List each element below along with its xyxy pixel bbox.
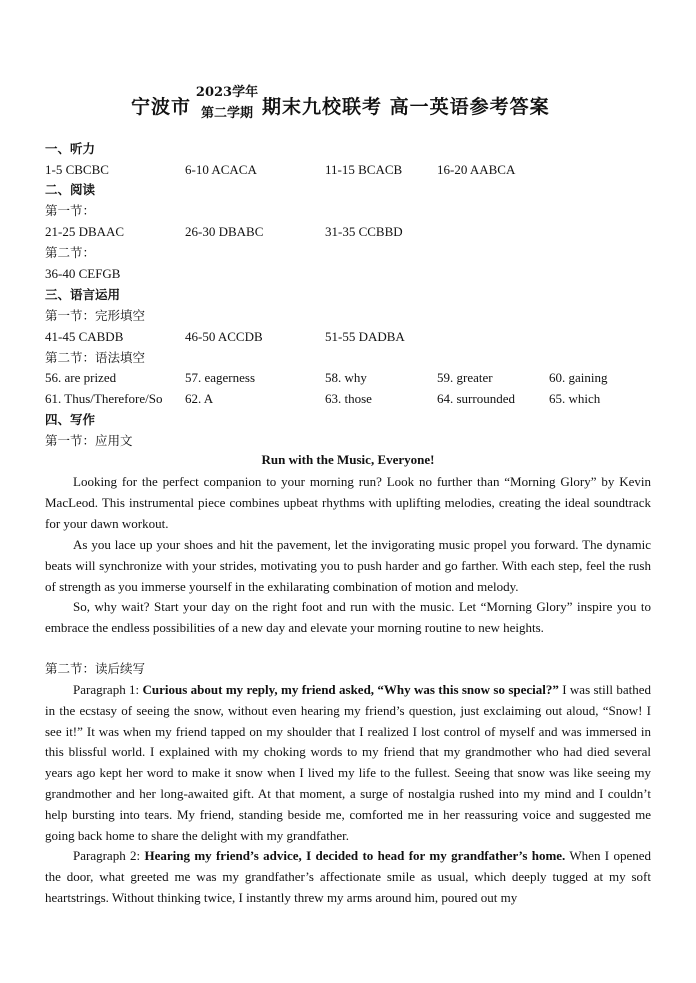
answer-listening-1: 1-5 CBCBC: [45, 162, 109, 177]
title-city: 宁波市: [131, 96, 192, 118]
answer-grammar-58: 58. why: [325, 370, 367, 385]
reading-part2-label: 第二节：: [45, 245, 96, 260]
answer-cloze-3: 51-55 DADBA: [325, 329, 405, 344]
paragraph-1-body: I was still bathed in the ecstasy of seeing the snow, without even hearing my friend’s question, just exclaiming out aloud, “Snow! I see it!” It was when my friend tapped on my shoulder that I realized I lost control of myself and was immersed in this blissful world. I explained with my choking words to my friend that my grandmother who had died several years ago kept her word to make it snow when I lived my life to the fullest. Seeing that snow was like seeing my grandmother and her long-awaited gift. At that moment, a surge of nostalgia rushed into my mind and I couldn’t help bursting into tears. My friend, standing beside me, comforted me in her reassuring voice and suggested me going back home to share the delight with my grandfather.: [45, 682, 651, 843]
page-title: [0, 82, 696, 130]
answer-cloze-1: 41-45 CABDB: [45, 329, 124, 344]
continuation-writing-label: 第二节：读后续写: [45, 661, 146, 676]
paragraph-1-label: Paragraph 1:: [73, 682, 143, 697]
answer-grammar-57: 57. eagerness: [185, 370, 256, 385]
paragraph-1-lead-sentence: Curious about my reply, my friend asked, “Why was this snow so special?”: [142, 682, 559, 697]
answer-grammar-65: 65. which: [549, 391, 601, 406]
practical-writing-label: 第一节：应用文: [45, 433, 133, 448]
answer-listening-4: 16-20 AABCA: [437, 162, 516, 177]
title-year-term: [192, 82, 262, 124]
cloze-label: 第一节：完形填空: [45, 308, 146, 323]
answer-grammar-61: 61. Thus/Therefore/So: [45, 391, 163, 406]
essay-paragraph-2: As you lace up your shoes and hit the pavement, let the invigorating music propel you forward. The dynamic beats will synchronize with your strides, motivating you to push harder and go farther. With each step, feel the rush of strength as you immerse yourself in the exhilarating combination of motion and melody.: [45, 537, 651, 594]
answer-reading2-1: 36-40 CEFGB: [45, 266, 121, 281]
answer-listening-2: 6-10 ACACA: [185, 162, 257, 177]
section-reading: 二、阅读: [45, 182, 96, 197]
answer-grammar-60: 60. gaining: [549, 370, 608, 385]
reading-part1-label: 第一节：: [45, 203, 96, 218]
answer-grammar-63: 63. those: [325, 391, 372, 406]
section-listening: 一、听力: [45, 141, 96, 156]
paragraph-2-label: Paragraph 2:: [73, 848, 145, 863]
answer-grammar-56: 56. are prized: [45, 370, 117, 385]
answer-reading1-3: 31-35 CCBBD: [325, 224, 403, 239]
answer-listening-3: 11-15 BCACB: [325, 162, 403, 177]
continuation-paragraph-2: [45, 846, 651, 908]
section-language: 三、语言运用: [45, 287, 121, 302]
answer-grammar-59: 59. greater: [437, 370, 493, 385]
essay-paragraph-1: Looking for the perfect companion to your morning run? Look no further than “Morning Glory” by Kevin MacLeod. This instrumental piece combines upbeat rhythms with uplifting melodies, creating the ideal soundtrack for your dawn workout.: [45, 474, 651, 531]
answer-reading1-2: 26-30 DBABC: [185, 224, 264, 239]
paragraph-2-body: When I opened the door, what greeted me was my grandfather’s affectionate smile as usual, which deeply tugged at my soft heartstrings. Without thinking twice, I instantly threw my arms around him, poured out my: [45, 848, 651, 905]
title-main: 期末九校联考 高一英语参考答案: [262, 96, 550, 118]
grammar-label: 第二节：语法填空: [45, 350, 146, 365]
essay-title: Run with the Music, Everyone!: [261, 452, 435, 467]
answer-reading1-1: 21-25 DBAAC: [45, 224, 125, 239]
title-year: 2023学年: [195, 85, 259, 100]
essay-paragraph-3: So, why wait? Start your day on the right foot and run with the music. Let “Morning Glory” inspire you to embrace the endless possibilities of a new day and elevate your morning routine to new heights.: [45, 599, 651, 635]
answer-cloze-2: 46-50 ACCDB: [185, 329, 263, 344]
section-writing: 四、写作: [45, 412, 96, 427]
answer-grammar-64: 64. surrounded: [437, 391, 515, 406]
continuation-paragraph-1: [45, 680, 651, 846]
title-term: 第二学期: [200, 106, 253, 121]
answer-grammar-62: 62. A: [185, 391, 214, 406]
paragraph-2-lead-sentence: Hearing my friend’s advice, I decided to head for my grandfather’s home.: [144, 848, 566, 863]
